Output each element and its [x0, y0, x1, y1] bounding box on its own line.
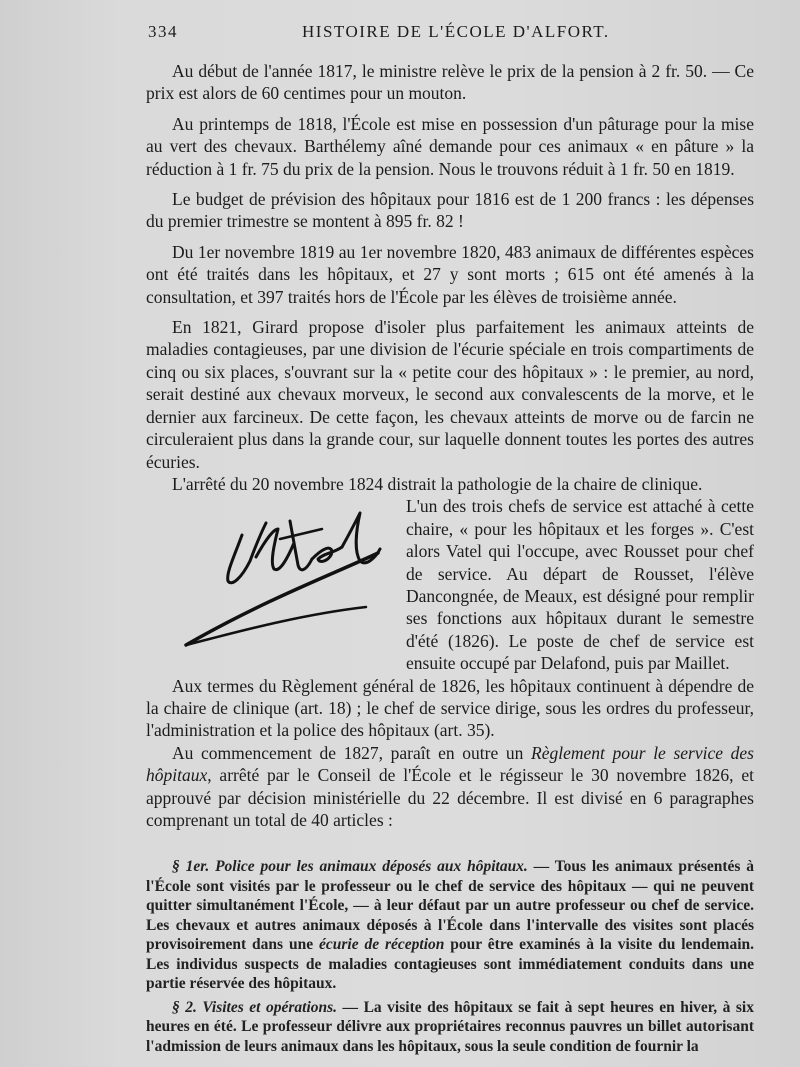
paragraph-8-reglement-title: Règlement pour le service des hôpitaux [146, 742, 754, 786]
note-2-heading: § 2. Visites et opérations. [172, 998, 338, 1016]
paragraph-3: Le budget de prévision des hôpitaux pour 1816 est de 1 200 francs : les dépenses du premier trimestre se montent à 895 fr. 82 ! [146, 189, 754, 232]
paragraph-8-text-a: Au commencement de 1827, paraît en outre un [172, 742, 531, 763]
note-2-text: — La visite des hôpitaux se fait à sept heures en hiver, à six heures en été. Le professeur délivre aux propriétaires reconnus pauvres un billet autorisant l'admission de leurs animaux dans les hôpitaux, sous la seule condition de fournir la [146, 998, 754, 1055]
page-body [146, 60, 754, 1056]
note-1-heading: § 1er. Police pour les animaux déposés aux hôpitaux. [172, 858, 528, 876]
note-1 [146, 857, 754, 994]
signature-wrap [146, 495, 754, 674]
paragraph-5: En 1821, Girard propose d'isoler plus parfaitement les animaux atteints de maladies contagieuses, par une division de l'écurie spéciale en trois compartiments de cinq ou six places, s'ouvrant sur la « petite cour des hôpitaux » : le premier, au nord, serait destiné aux chevaux morveux, le second aux convalescents de la morve, et le dernier aux farcineux. De cette façon, les chevaux atteints de morve ou de farcin ne circuleraient plus dans la grande cour, sur laquelle donnent toutes les portes des autres écuries. [146, 317, 754, 472]
paragraph-7: Aux termes du Règlement général de 1826, les hôpitaux continuent à dépendre de la chaire de clinique (art. 18) ; le chef de service dirige, sous les ordres du professeur, l'administration et la police des hôpitaux (art. 35). [146, 675, 754, 741]
paragraph-8-text-b: , arrêté par le Conseil de l'École et le régisseur le 30 novembre 1826, et approuvé par décision ministérielle du 22 décembre. Il est divisé en 6 paragraphes comprenant un total de 40 articles : [146, 765, 754, 830]
note-2 [146, 998, 754, 1057]
paragraph-6-first-line: L'arrêté du 20 novembre 1824 distrait la pathologie de la chaire de clinique. [172, 473, 703, 494]
paragraph-1: Au début de l'année 1817, le ministre relève le prix de la pension à 2 fr. 50. — Ce prix est alors de 60 centimes pour un mouton. [146, 61, 754, 104]
paragraph-2: Au printemps de 1818, l'École est mise en possession d'un pâturage pour la mise au vert des chevaux. Barthélemy aîné demande pour ces animaux « en pâture » la réduction à 1 fr. 75 du prix de la pension. Nous le trouvons réduit à 1 fr. 50 en 1819. [146, 113, 754, 179]
paragraph-8 [146, 742, 754, 832]
page-header [148, 22, 748, 46]
paragraph-4: Du 1er novembre 1819 au 1er novembre 1820, 483 animaux de différentes espèces ont été traités dans les hôpitaux, et 27 y sont morts ; 615 ont été amenés à la consultation, et 397 traités hors de l'École par les élèves de troisième année. [146, 241, 754, 307]
signature-drawing [146, 495, 400, 651]
note-1-text-a: — Tous les animaux présentés à l'École sont visités par le professeur ou le chef de service des hôpitaux — qui ne peuvent quitter simultanément l'École, — à leur défaut par un autre professeur ou chef de service. Les chevaux et autres animaux déposés à l'École dans l'intervalle des visites sont placés provisoirement dans une [146, 858, 754, 954]
note-1-italic: écurie de réception [318, 936, 445, 954]
footnotes [146, 857, 754, 1056]
running-title: HISTOIRE DE L'ÉCOLE D'ALFORT. [302, 22, 610, 41]
page-number: 334 [148, 22, 178, 41]
paragraph-6-wrapped: L'un des trois chefs de service est attaché à cette chaire, « pour les hôpitaux et les forges ». C'est alors Vatel qui l'occupe, avec Rousset pour chef de service. Au départ de Rousset, l'élève Dancongnée, de Meaux, est désigné pour remplir ses fonctions aux hôpitaux durant le semestre d'été (1826). Le poste de chef de service est ensuite occupé par Delafond, puis par Maillet. [406, 496, 754, 674]
note-1-text-b: pour être examinés à la visite du lendemain. Les individus suspects de maladies contagieuses sont immédiatement conduits dans une partie réservée des hôpitaux. [146, 936, 755, 993]
vatel-signature [146, 495, 400, 651]
